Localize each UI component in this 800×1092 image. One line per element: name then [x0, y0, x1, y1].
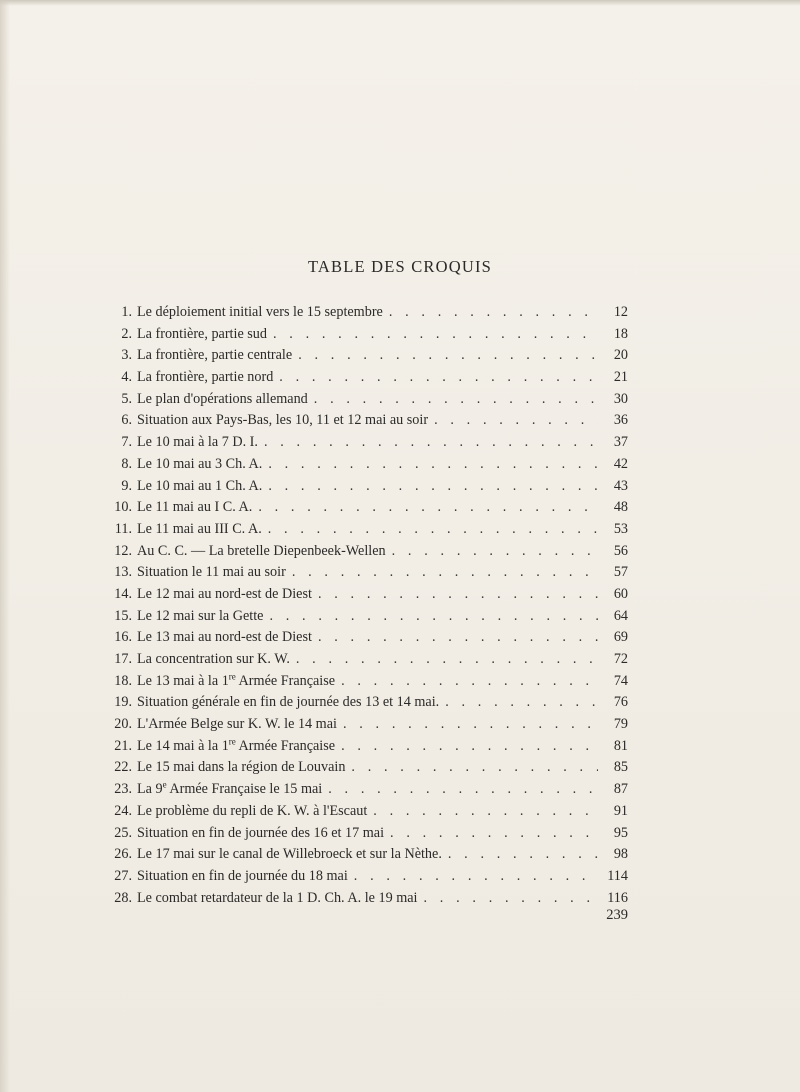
entry-number: 12.	[114, 542, 132, 559]
entry-title: Le 12 mai au nord-est de Diest	[137, 585, 312, 602]
toc-entry	[104, 584, 628, 606]
toc-entry	[104, 454, 628, 476]
toc-entry	[104, 627, 628, 649]
entry-number: 15.	[114, 607, 132, 624]
entry-number: 6.	[121, 412, 132, 429]
entry-title: Le 13 mai à la 1re Armée Française	[137, 670, 336, 689]
page-number: 239	[606, 907, 628, 923]
entry-number: 23.	[114, 781, 132, 798]
entry-page-number: 95	[613, 824, 628, 841]
entry-number: 4.	[121, 369, 132, 386]
toc-entry	[104, 888, 628, 910]
entry-page-number: 18	[613, 325, 628, 342]
dot-leader	[269, 606, 598, 628]
entry-title: Le problème du repli de K. W. à l'Escaut	[137, 802, 368, 819]
entry-number: 7.	[121, 434, 132, 451]
entry-page-number: 91	[613, 802, 628, 819]
entry-title: Le 10 mai à la 7 D. I.	[137, 434, 258, 451]
toc-entry	[104, 432, 628, 454]
toc-entry	[104, 324, 628, 346]
toc-entry	[104, 714, 628, 736]
dot-leader	[390, 823, 598, 845]
entry-number: 13.	[114, 564, 132, 581]
toc-entry	[104, 562, 628, 584]
dot-leader	[445, 692, 598, 714]
entry-page-number: 12	[613, 304, 628, 320]
entry-title: Le combat retardateur de la 1 D. Ch. A. le 19 mai	[137, 889, 418, 906]
entry-number: 17.	[114, 651, 132, 667]
entry-page-number: 79	[613, 716, 628, 733]
entry-page-number: 85	[613, 759, 628, 776]
dot-leader	[268, 454, 598, 476]
entry-page-number: 87	[613, 781, 628, 798]
entry-title: Le 11 mai au III C. A.	[137, 520, 262, 537]
entry-title: Le 11 mai au I C. A.	[137, 499, 253, 516]
entry-number: 20.	[114, 716, 132, 733]
entry-title: Le 12 mai sur la Gette	[137, 607, 264, 624]
dot-leader	[341, 671, 598, 693]
entry-page-number: 56	[613, 542, 628, 559]
entry-number: 28.	[114, 889, 132, 906]
toc-entry	[104, 844, 628, 866]
dot-leader	[328, 779, 598, 801]
entry-number: 18.	[114, 672, 132, 689]
entry-page-number: 42	[613, 455, 628, 472]
entry-number: 8.	[121, 455, 132, 472]
toc-entry	[104, 389, 628, 411]
entry-page-number: 43	[613, 477, 628, 494]
dot-leader	[424, 888, 598, 910]
entry-page-number: 114	[607, 867, 628, 884]
entry-page-number: 72	[613, 651, 628, 667]
entry-number: 21.	[114, 737, 132, 754]
entry-page-number: 37	[613, 434, 628, 451]
toc-entry	[104, 606, 628, 628]
entry-number: 11.	[114, 520, 132, 537]
toc-entry	[104, 367, 628, 389]
entry-number: 27.	[114, 867, 132, 884]
entry-number: 14.	[114, 585, 132, 602]
toc-entry	[104, 779, 628, 801]
entry-title: La 9e Armée Française le 15 mai	[137, 779, 323, 798]
entry-number: 16.	[114, 629, 132, 646]
toc-entry	[104, 866, 628, 888]
toc-entry	[104, 649, 628, 671]
entry-page-number: 21	[613, 369, 628, 386]
dot-leader	[273, 324, 598, 346]
toc-entry	[104, 736, 628, 758]
toc-entry	[104, 497, 628, 519]
entry-number: 19.	[114, 694, 132, 711]
entry-page-number: 60	[613, 585, 628, 602]
entry-title: Situation aux Pays-Bas, les 10, 11 et 12 mai au soir	[137, 412, 429, 429]
dot-leader	[314, 389, 598, 411]
dot-leader	[258, 497, 598, 519]
entry-title: Situation générale en fin de journée des 13 et 14 mai.	[137, 694, 440, 711]
entry-page-number: 74	[613, 672, 628, 689]
toc-entry	[104, 757, 628, 779]
entry-title: Le 13 mai au nord-est de Diest	[137, 629, 312, 646]
entry-page-number: 98	[613, 846, 628, 863]
entry-page-number: 20	[613, 347, 628, 364]
dot-leader	[351, 757, 598, 779]
entry-title: La concentration sur K. W.	[137, 651, 290, 667]
entry-title: La frontière, partie nord	[137, 369, 274, 386]
toc-entry	[104, 345, 628, 367]
entry-title: Le 10 mai au 3 Ch. A.	[137, 455, 263, 472]
dot-leader	[434, 410, 598, 432]
entry-number: 3.	[121, 347, 132, 364]
toc-entry	[104, 302, 628, 324]
dot-leader	[268, 519, 598, 541]
entry-number: 10.	[114, 499, 132, 516]
dot-leader	[264, 432, 598, 454]
entry-page-number: 30	[613, 390, 628, 407]
dot-leader	[343, 714, 598, 736]
entry-page-number: 69	[613, 629, 628, 646]
toc-entry	[104, 476, 628, 498]
toc-entry	[104, 823, 628, 845]
dot-leader	[318, 584, 598, 606]
dot-leader	[448, 844, 598, 866]
entry-page-number: 48	[613, 499, 628, 516]
entry-title: Le 14 mai à la 1re Armée Française	[137, 736, 336, 754]
entry-title: L'Armée Belge sur K. W. le 14 mai	[137, 716, 337, 733]
entry-title: Le 10 mai au 1 Ch. A.	[137, 477, 263, 494]
toc-entry	[104, 541, 628, 563]
dot-leader	[392, 541, 598, 563]
dot-leader	[298, 345, 598, 367]
entry-title: Situation le 11 mai au soir	[137, 564, 286, 581]
toc-entry	[104, 519, 628, 541]
entry-page-number: 36	[613, 412, 628, 429]
entry-number: 26.	[114, 846, 132, 863]
entry-number: 9.	[121, 477, 132, 494]
dot-leader	[279, 367, 598, 389]
dot-leader	[292, 562, 598, 584]
dot-leader	[296, 649, 598, 671]
entry-page-number: 81	[613, 737, 628, 754]
entry-title: Le 17 mai sur le canal de Willebroeck et sur la Nèthe.	[137, 846, 442, 863]
entry-title: Le 15 mai dans la région de Louvain	[137, 759, 346, 776]
entry-page-number: 64	[613, 607, 628, 624]
entry-number: 22.	[114, 759, 132, 776]
entry-title: Situation en fin de journée des 16 et 17 mai	[137, 824, 385, 841]
page-title: TABLE DES CROQUIS	[307, 257, 493, 276]
entry-title: La frontière, partie sud	[137, 325, 267, 342]
entry-title: La frontière, partie centrale	[137, 347, 293, 364]
dot-leader	[268, 476, 598, 498]
entry-number: 2.	[121, 325, 132, 342]
table-of-figures	[104, 302, 628, 909]
dot-leader	[373, 801, 598, 823]
entry-title: Situation en fin de journée du 18 mai	[137, 867, 348, 884]
entry-number: 5.	[121, 390, 132, 407]
entry-title: Au C. C. — La bretelle Diepenbeek-Wellen	[137, 542, 386, 559]
toc-entry	[104, 692, 628, 714]
entry-page-number: 76	[613, 694, 628, 711]
entry-number: 25.	[114, 824, 132, 841]
entry-number: 1.	[121, 304, 132, 320]
toc-entry	[104, 801, 628, 823]
toc-entry	[104, 671, 628, 693]
entry-page-number: 53	[613, 520, 628, 537]
entry-page-number: 116	[607, 889, 628, 906]
entry-title: Le déploiement initial vers le 15 septembre	[137, 304, 383, 320]
dot-leader	[354, 866, 598, 888]
entry-title: Le plan d'opérations allemand	[137, 390, 308, 407]
entry-number: 24.	[114, 802, 132, 819]
dot-leader	[389, 302, 598, 324]
entry-page-number: 57	[613, 564, 628, 581]
dot-leader	[318, 627, 598, 649]
dot-leader	[341, 736, 598, 758]
toc-entry	[104, 410, 628, 432]
